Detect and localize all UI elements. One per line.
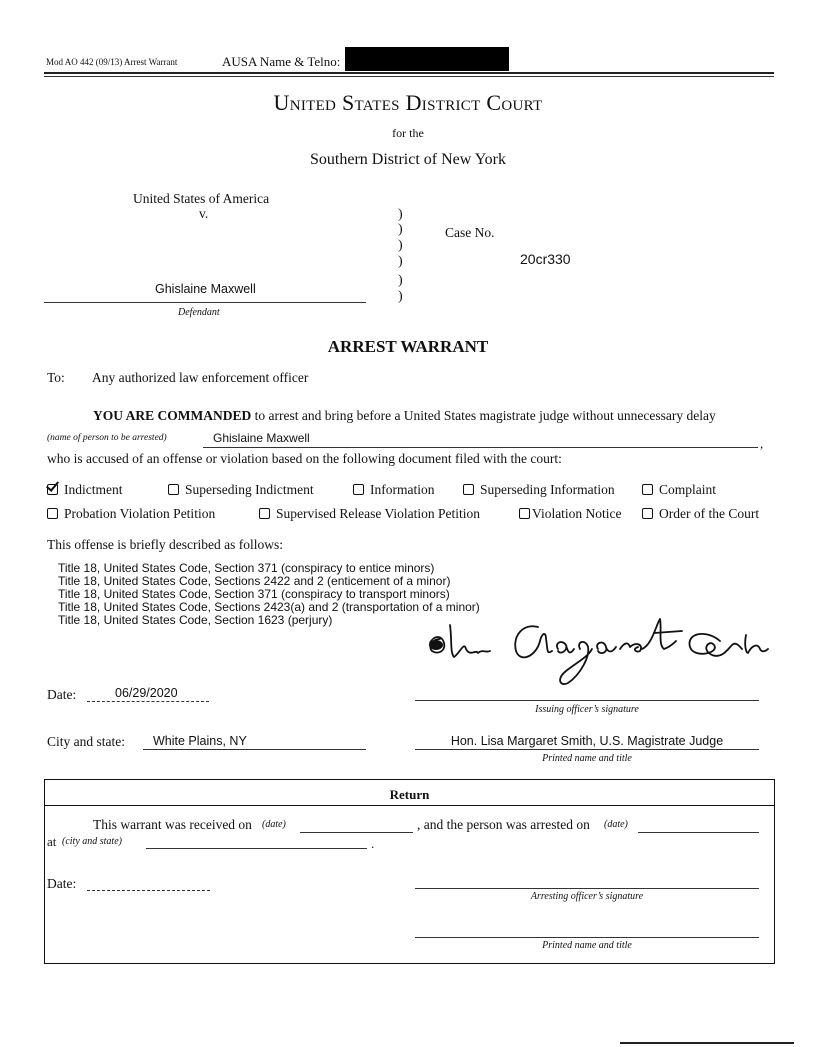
date-rule	[87, 701, 209, 702]
defendant-rule	[44, 302, 366, 303]
header-rule	[44, 72, 774, 74]
district-name: Southern District of New York	[310, 151, 506, 168]
offense-line: Title 18, United States Code, Sections 2422 and 2 (enticement of a minor)	[58, 574, 451, 588]
signature-caption: Issuing officer’s signature	[535, 704, 639, 715]
received-date-hint: (date)	[262, 819, 286, 830]
doc-label: Order of the Court	[659, 506, 760, 521]
date-value: 06/29/2020	[115, 686, 178, 700]
doc-violation-notice[interactable]	[519, 506, 622, 522]
to-label: To:	[47, 370, 65, 385]
printed-name-caption: Printed name and title	[542, 753, 632, 764]
redaction-block	[345, 47, 509, 71]
defendant-label: Defendant	[178, 307, 220, 318]
doc-label: Information	[370, 482, 435, 497]
accused-text: who is accused of an offense or violation based on the following document filed with the court:	[47, 451, 562, 466]
return-date-label: Date:	[47, 876, 77, 891]
ausa-label: AUSA Name & Telno:	[222, 54, 341, 69]
checkbox-icon[interactable]	[463, 484, 474, 495]
command-bold: YOU ARE COMMANDED	[93, 408, 252, 423]
doc-order-of-court[interactable]	[642, 506, 759, 522]
doc-indictment[interactable]	[47, 482, 122, 498]
footer-rule	[620, 1042, 794, 1044]
date-label: Date:	[47, 687, 77, 702]
signature-rule	[415, 700, 759, 701]
paren: )	[398, 273, 403, 288]
handwritten-signature-icon	[420, 605, 770, 695]
doc-information[interactable]	[353, 482, 434, 498]
arrestee-rule	[203, 447, 758, 448]
paren: )	[398, 222, 403, 237]
doc-superseding-information[interactable]	[463, 482, 615, 498]
arrested-date-hint: (date)	[604, 819, 628, 830]
paren: )	[398, 207, 403, 222]
return-box	[44, 779, 775, 964]
doc-supervised-release-violation[interactable]	[259, 506, 480, 522]
doc-complaint[interactable]	[642, 482, 716, 498]
return-title: Return	[389, 787, 430, 802]
return-date-field[interactable]	[87, 890, 210, 891]
arresting-printed-caption: Printed name and title	[542, 940, 632, 951]
checkbox-icon[interactable]	[47, 508, 58, 519]
offense-list	[58, 562, 480, 627]
city-label: City and state:	[47, 734, 125, 749]
checkbox-icon[interactable]	[642, 508, 653, 519]
doc-label: Superseding Information	[480, 482, 615, 497]
arrested-date-field[interactable]	[638, 832, 759, 833]
paren: )	[398, 289, 403, 304]
arresting-printed-field[interactable]	[415, 937, 759, 938]
paren: )	[398, 238, 403, 253]
doc-label: Complaint	[659, 482, 716, 497]
paren: )	[398, 254, 403, 269]
doc-label: Probation Violation Petition	[64, 506, 216, 521]
checkbox-icon[interactable]	[519, 508, 530, 519]
checkbox-icon[interactable]	[642, 484, 653, 495]
at-text: at	[47, 834, 57, 849]
received-date-field[interactable]	[300, 832, 413, 833]
name-hint: (name of person to be arrested)	[47, 433, 167, 443]
printed-name-rule	[415, 749, 759, 750]
doc-label: Violation Notice	[532, 506, 622, 521]
doc-probation-violation[interactable]	[47, 506, 215, 522]
arrestee-name: Ghislaine Maxwell	[213, 431, 310, 445]
city-value: White Plains, NY	[153, 734, 247, 748]
comma: ,	[760, 436, 764, 451]
versus: v.	[199, 206, 209, 221]
city-rule	[143, 749, 366, 750]
arresting-signature-field[interactable]	[415, 888, 759, 889]
warrant-title: ARREST WARRANT	[327, 337, 489, 356]
arrested-text: , and the person was arrested on	[417, 817, 590, 832]
checkbox-icon[interactable]	[168, 484, 179, 495]
arresting-caption: Arresting officer’s signature	[530, 891, 644, 902]
judge-printed-name: Hon. Lisa Margaret Smith, U.S. Magistrate Judge	[450, 734, 724, 748]
court-title: United States District Court	[273, 90, 543, 115]
city-hint: (city and state)	[62, 836, 122, 847]
to-text: Any authorized law enforcement officer	[92, 370, 309, 385]
doc-label: Indictment	[64, 482, 123, 497]
offense-intro: This offense is briefly described as follows:	[47, 537, 283, 552]
form-id: Mod AO 442 (09/13) Arrest Warrant	[46, 57, 178, 67]
case-number: 20cr330	[520, 251, 571, 267]
offense-line: Title 18, United States Code, Sections 2423(a) and 2 (transportation of a minor)	[58, 600, 480, 614]
received-text: This warrant was received on	[93, 817, 252, 832]
case-no-label: Case No.	[445, 225, 495, 240]
doc-label: Supervised Release Violation Petition	[276, 506, 481, 521]
arrest-city-field[interactable]	[146, 848, 367, 849]
doc-label: Superseding Indictment	[185, 482, 314, 497]
command-line	[93, 408, 716, 424]
offense-line: Title 18, United States Code, Section 371 (conspiracy to entice minors)	[58, 561, 435, 575]
checkbox-checked-icon[interactable]	[47, 484, 58, 495]
defendant-name: Ghislaine Maxwell	[155, 282, 256, 296]
offense-line: Title 18, United States Code, Section 371 (conspiracy to transport minors)	[58, 587, 450, 601]
period: .	[371, 836, 375, 851]
command-text: to arrest and bring before a United States magistrate judge without unnecessary delay	[254, 408, 716, 423]
checkbox-icon[interactable]	[353, 484, 364, 495]
return-title-rule	[45, 805, 774, 806]
doc-superseding-indictment[interactable]	[168, 482, 314, 498]
checkbox-icon[interactable]	[259, 508, 270, 519]
offense-line: Title 18, United States Code, Section 1623 (perjury)	[58, 613, 333, 627]
for-the: for the	[392, 126, 424, 140]
header-rule-thin	[44, 76, 774, 77]
plaintiff-name: United States of America	[133, 191, 270, 206]
